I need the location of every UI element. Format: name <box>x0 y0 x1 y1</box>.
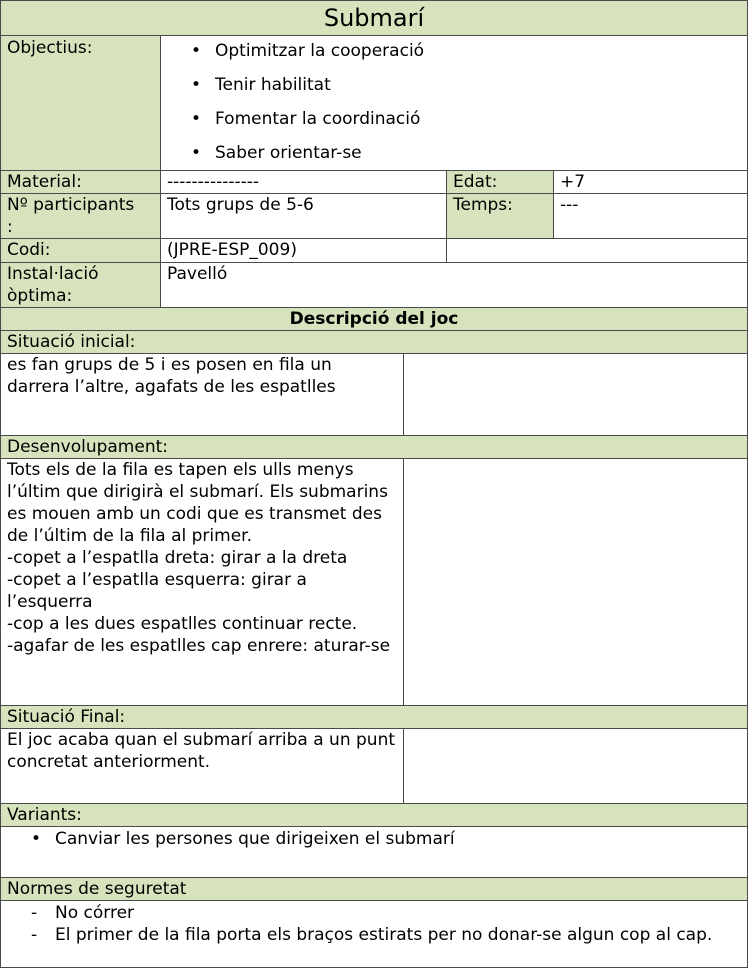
temps-value: --- <box>553 193 748 239</box>
material-label: Material: <box>0 170 161 194</box>
situacio-final-text: El joc acaba quan el submarí arriba a un punt concretat anteriorment. <box>0 728 404 804</box>
objectius-item: • Saber orientar-se <box>215 142 747 164</box>
participants-value: Tots grups de 5-6 <box>160 193 447 239</box>
material-value: --------------- <box>160 170 447 194</box>
desenvolupament-text: Tots els de la fila es tapen els ulls menys l’últim que dirigirà el submarí. Els submarins es mouen amb un codi que es transmet des de l’últim de la fila al primer. -copet a l’espatlla dreta: girar a la dreta -copet a l’espatlla esquerra: girar a l’esquerra -cop a les dues espatlles continuar recte. -agafar de les espatlles cap enrere: aturar-se <box>0 458 404 706</box>
objectius-cell <box>160 35 748 171</box>
variants-label: Variants: <box>0 803 748 827</box>
installacio-value: Pavelló <box>160 262 748 308</box>
descripcio-header: Descripció del joc <box>0 307 748 331</box>
temps-label: Temps: <box>446 193 554 239</box>
situacio-inicial-label: Situació inicial: <box>0 330 748 354</box>
normes-label: Normes de seguretat <box>0 877 748 901</box>
objectius-list <box>161 40 747 164</box>
desenvolupament-label: Desenvolupament: <box>0 435 748 459</box>
edat-label: Edat: <box>446 170 554 194</box>
codi-label: Codi: <box>0 238 161 263</box>
codi-empty-cell <box>446 238 748 263</box>
normes-cell <box>0 900 748 968</box>
edat-value: +7 <box>553 170 748 194</box>
normes-list <box>1 902 737 946</box>
sheet-title: Submarí <box>0 0 748 36</box>
variants-cell <box>0 826 748 878</box>
situacio-final-label: Situació Final: <box>0 705 748 729</box>
situacio-inicial-empty-cell <box>403 353 748 436</box>
variants-item: • Canviar les persones que dirigeixen el submarí <box>55 828 747 850</box>
objectius-item: • Fomentar la coordinació <box>215 108 747 130</box>
participants-label: Nº participants : <box>0 193 161 239</box>
installacio-label: Instal·lació òptima: <box>0 262 161 308</box>
objectius-item: • Optimitzar la cooperació <box>215 40 747 62</box>
desenvolupament-empty-cell <box>403 458 748 706</box>
objectius-item: • Tenir habilitat <box>215 74 747 96</box>
normes-item: - No córrer <box>55 902 737 924</box>
normes-item: - El primer de la fila porta els braços estirats per no donar-se algun cop al cap. <box>55 924 737 946</box>
situacio-inicial-text: es fan grups de 5 i es posen en fila un darrera l’altre, agafats de les espatlles <box>0 353 404 436</box>
objectius-label: Objectius: <box>0 35 161 171</box>
variants-list <box>1 828 747 850</box>
codi-value: (JPRE-ESP_009) <box>160 238 447 263</box>
situacio-final-empty-cell <box>403 728 748 804</box>
